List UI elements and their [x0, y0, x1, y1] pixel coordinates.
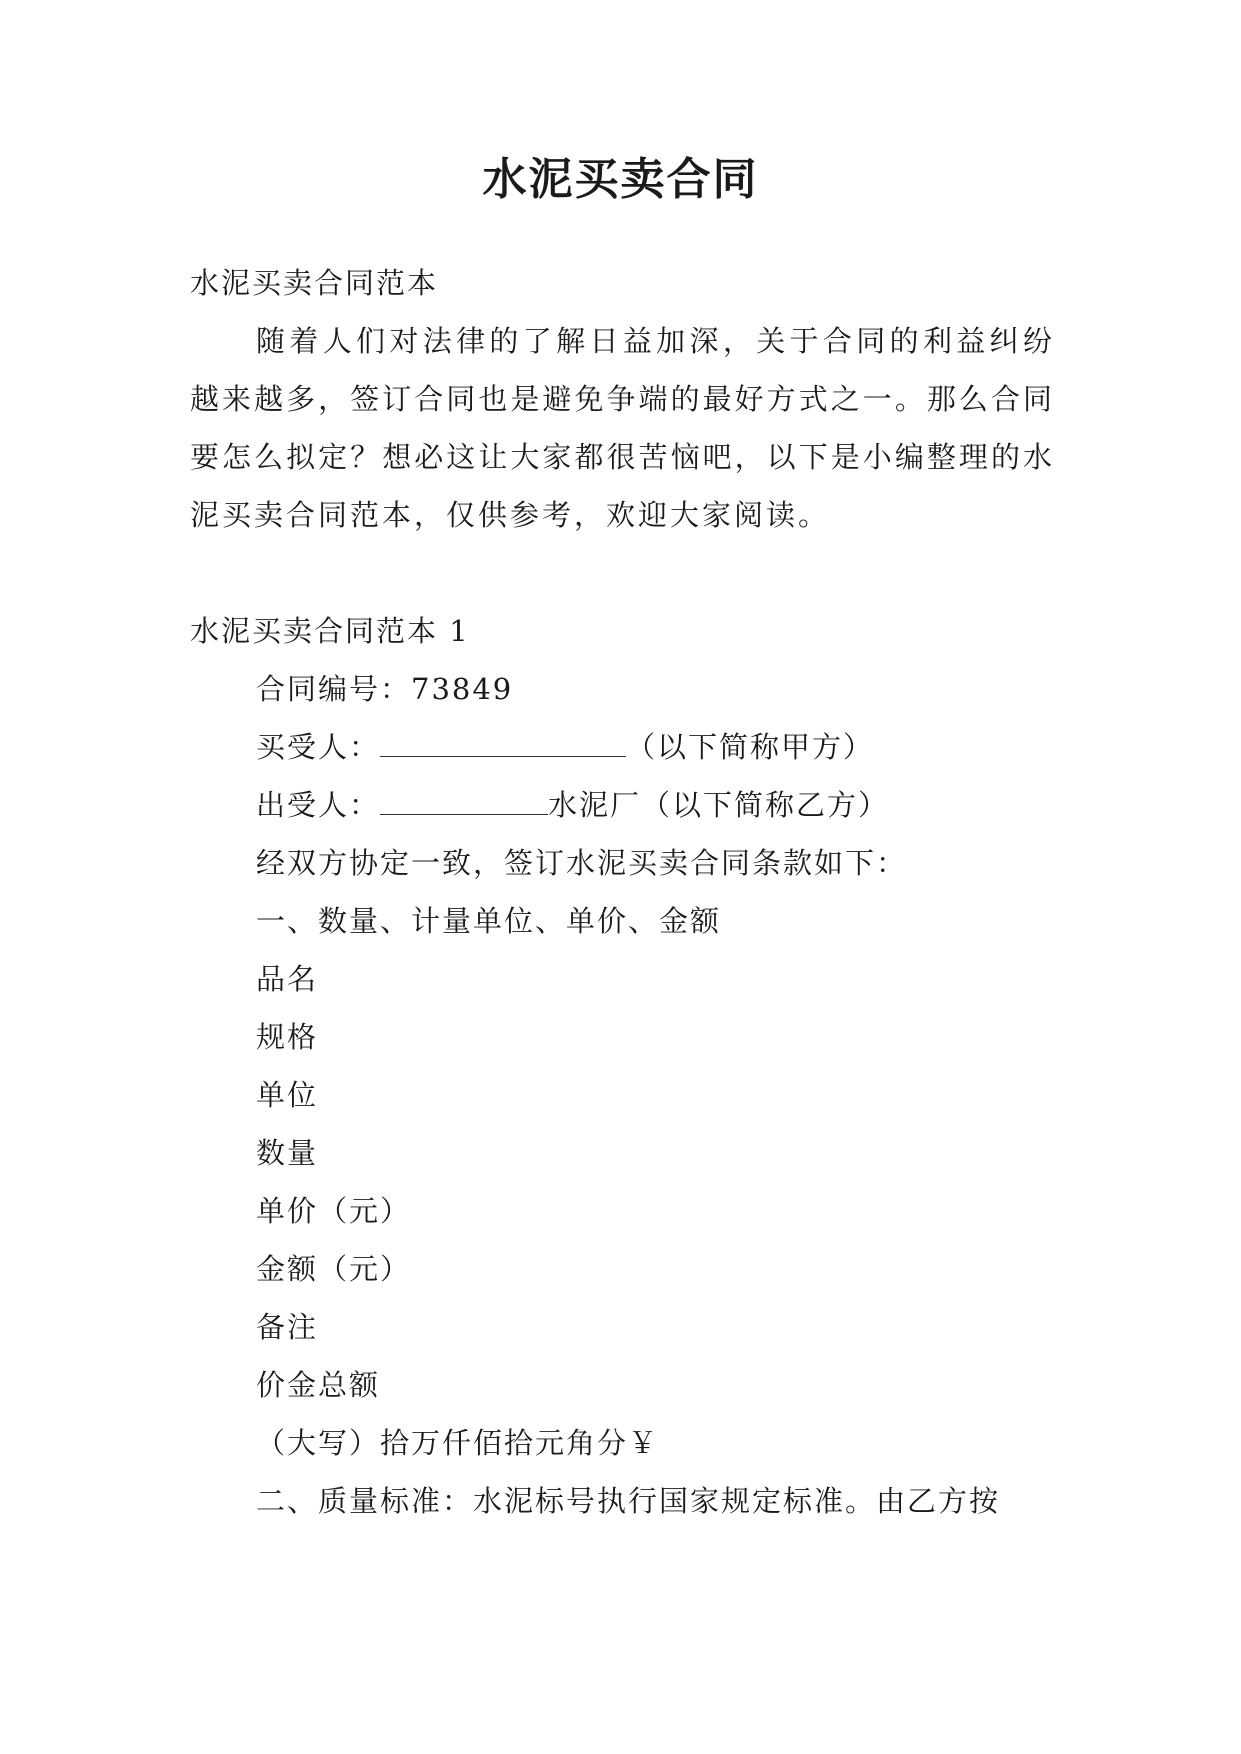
- seller-label: 出受人：: [256, 788, 381, 822]
- clause-2: 二、质量标准：水泥标号执行国家规定标准。由乙方按: [256, 1484, 1001, 1518]
- field-remarks: 备注: [256, 1310, 319, 1344]
- buyer-suffix: （以下简称甲方）: [626, 730, 875, 764]
- seller-suffix: 水泥厂（以下简称乙方）: [548, 788, 890, 822]
- buyer-line: [190, 718, 1055, 776]
- document-body: [190, 254, 1055, 1530]
- field-amount: 金额（元）: [256, 1252, 412, 1286]
- subtitle: 水泥买卖合同范本: [190, 266, 439, 300]
- clause-1-title: 一、数量、计量单位、单价、金额: [256, 904, 722, 938]
- field-quantity: 数量: [256, 1136, 319, 1170]
- amount-in-words: （大写）拾万仟佰拾元角分￥: [256, 1426, 660, 1460]
- field-unit: 单位: [256, 1078, 319, 1112]
- document-title: 水泥买卖合同: [482, 154, 759, 205]
- seller-line: [190, 776, 1055, 834]
- field-unit-price: 单价（元）: [256, 1194, 412, 1228]
- field-product-name: 品名: [256, 962, 319, 996]
- spacer: [190, 544, 1055, 602]
- section-heading: 水泥买卖合同范本 1: [190, 614, 470, 648]
- seller-blank: [380, 784, 548, 815]
- intro-paragraph: 随着人们对法律的了解日益加深，关于合同的利益纠纷越来越多，签订合同也是避免争端的最好方式之一。那么合同要怎么拟定？想必这让大家都很苦恼吧，以下是小编整理的水泥买卖合同范本，仅供参考，欢迎大家阅读。: [190, 324, 1055, 532]
- field-spec: 规格: [256, 1020, 319, 1054]
- buyer-label: 买受人：: [256, 730, 381, 764]
- agreement-line: 经双方协定一致，签订水泥买卖合同条款如下：: [256, 846, 908, 880]
- field-total-price: 价金总额: [256, 1368, 381, 1402]
- contract-number: 合同编号：73849: [256, 672, 514, 706]
- buyer-blank: [380, 726, 626, 757]
